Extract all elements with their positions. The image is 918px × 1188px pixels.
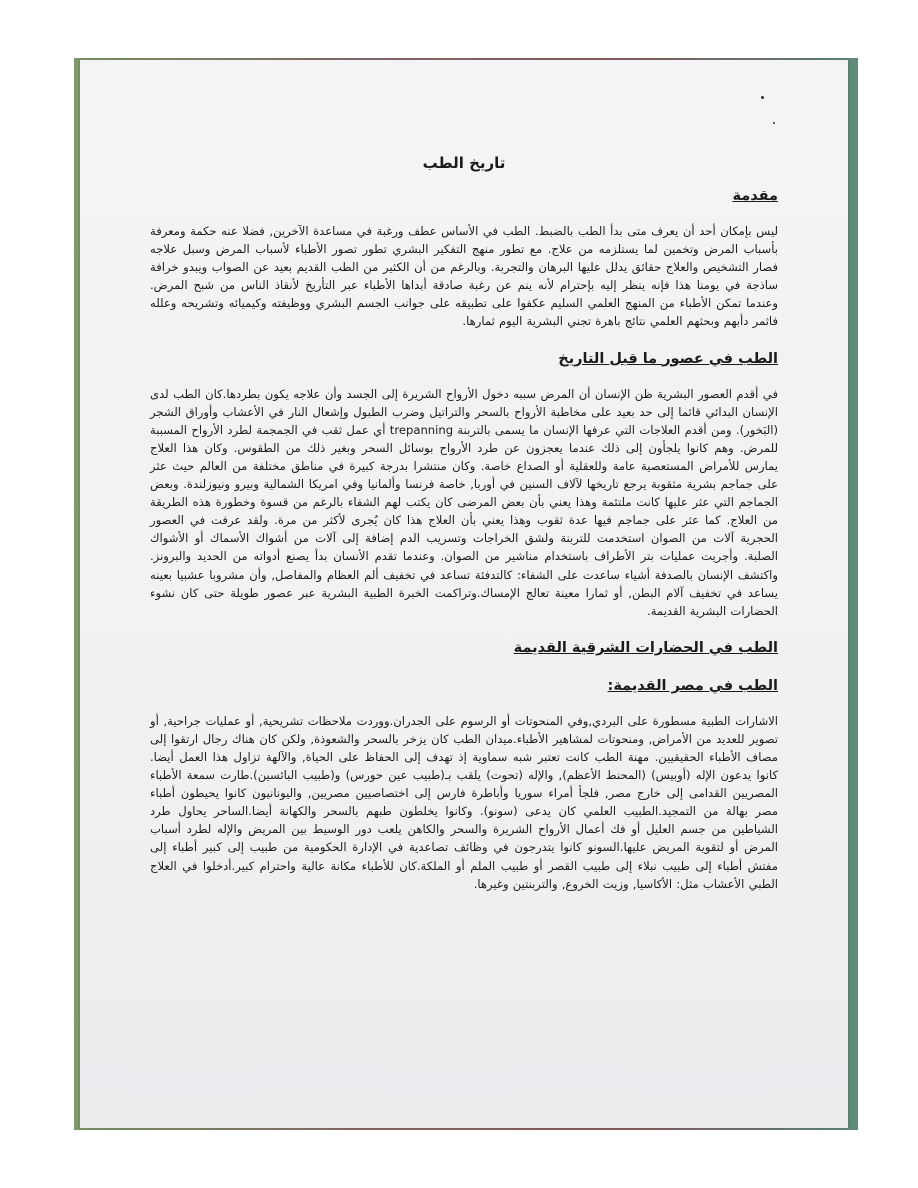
document-title: تاريخ الطب [422, 154, 506, 172]
ink-speck [773, 122, 775, 124]
section-heading-eastern-civilizations: الطب في الحضارات الشرقية القديمة [513, 639, 778, 656]
document-page [80, 60, 848, 1128]
section-paragraph-prehistory: في أقدم العصور البشرية ظن الإنسان أن المرض سببه دخول الأرواح الشريرة إلى الجسد وأن علاجه يكون بطردها.كان الطب لدى الإنسان البدائي قائما إلى حد بعيد على مخاطبة الأرواح بالسحر والتراتيل وضرب الطبول وإشعال النار في الأعشاب وأوراق الشجر (البَخور). ومن أقدم العلاجات التي عرفها الإنسان ما يسمى بالتربنة trepanning أي عمل ثقب في الجمجمة لطرد الأرواح المسببة للمرض. وهم كانوا يلجأون إلى ذلك عندما يعجزون عن طرد الأرواح بوسائل السحر وبغير ذلك من الطقوس. وكان هذا العلاج يمارس للأمراض المستعصية عامة وللعقلية أو الصداع خاصة. وكان منتشرا بدرجة كبيرة في مناطق مختلفة من العالم حيث عثر على جماجم بشرية مثقوبة يرجع تاريخها لآلاف السنين في أوربا, خاصة فرنسا وألمانيا وفي امريكا الشمالية وبيرو ونيوزلندة. وبعض الجماجم التي عثر عليها كانت ملتئمة وهذا يعني بأن بعض المرضى كان يكتب لهم الشفاء بالرغم من قسوة وخطورة هذه الطريقة من العلاج. كما عثر على جماجم فيها عدة ثقوب وهذا يعني بأن العلاج هذا كان يُجرى لأكثر من مرة. ولقد عرفت في العصور الحجرية آلات من الصوان استخدمت للتربنة ولشق الخراجات وتسريب الدم إضافة إلى آلات من أشواك الأسماك أو الأشواك الصلبة. وأجريت عمليات بتر الأطراف باستخدام مناشير من الصوان. وعندما تقدم الأنسان بدأ يصنع أدواته من الحديد والبرونز. واكتشف الإنسان بالصدفة أشياء ساعدت على الشفاء: كالتدفئة تساعد في تخفيف ألم العظام والمفاصل, وأن مشروبا عشبيا بعينه يساعد في تخفيف آلام البطن, أو ثمارا معينة تعالج الإمساك.وتراكمت الخبرة الطبية البشرية عبر عصور طويلة حتى كان نشوء الحضارات البشرية القديمة. [150, 386, 778, 618]
section-paragraph-introduction: ليس بإمكان أحد أن يعرف متى بدأ الطب بالضبط. الطب في الأساس عطف ورغبة في مساعدة الآخرين, فضلا عنه حكمة ومعرفة بأسباب المرض وتخمين لما يستلزمه من علاج. مع تطور منهج التفكير البشري تطور تصور الأطباء لأسباب المرض وسبل علاجه فصار التشخيص والعلاج حقائق يدلل عليها البرهان والتجربة. وبالرغم من أن الكثير من الطب القديم بعيد عن الصواب ويبدو خرافة ساذجة في يومنا هذا فإنه ينظر إليه بإحترام لأنه ينم عن رغبة صادقة أبداها الأطباء عبر التأريخ لأنقاذ الناس من شبح المرض. وعندما تمكن الأطباء من المنهج العلمي السليم عكفوا على تطبيقه على جوانب الجسم البشري ووظيفته وكيميائه وتشريحه وعلله فاثمر دأبهم وبحثهم العلمي نتائج باهرة تجني البشرية اليوم ثمارها. [150, 224, 778, 329]
section-heading-introduction: مقدمة [732, 188, 778, 204]
ink-speck [761, 96, 764, 99]
section-paragraph-ancient-egypt: الاشارات الطبية مسطورة على البردي,وفي المنحوتات أو الرسوم على الجدران.ووردت ملاحظات تشريحية, أو عمليات جراحية, أو تصوير للعديد من الأمراض, ومنحوتات لمشاهير الأطباء.ميدان الطب كان يزخر بالسحر والشعوذة, ولكن كان هناك رجال ارتقوا إلى مصاف الأطباء الحقيقيين. مهنة الطب كانت تعتبر شبه سماوية إذ تهدف إلى الحفاظ على الحياة, والآلهة تزاول هذا العمل أيضا. كانوا يدعون الإله (أوبيس) (المحنط الأعظم), والإله (تحوت) يلقب بـ(طبيب عين حورس) و(طبيب البائسين).طارت سمعة الأطباء المصريين القدامى إلى خارج مصر, فلجأ أمراء سوريا وأباطرة فارس إلى اختصاصيين مصريين, واليونانيون كانوا يحيطون أطباء مصر بهالة من التمجيد.الطبيب العلمي كان يدعى (سونو). وكانوا يخلطون طبهم بالسحر والكهانة أيضا.الساحر يحاول طرد الشياطين من جسم العليل أو فك أعمال الأرواح الشريرة والسحر والكاهن يلعب دور الوسيط بين المريض والإله لطرد أسباب المرض أو لتقوية المريض عليها.السونو كانوا يتدرجون في وظائف تصاعدية في الإدارة الحكومية من طبيب إلى كبير أطباء إلى مفتش أطباء إلى طبيب نبلاء إلى طبيب القصر أو طبيب الملم أو الملكة.كان للأطباء مكانة عالية واحترام كبير.أدخلوا في العلاج الطبي الأعشاب مثل: الأكاسيا, وزيت الخروع, والتربنتين وغيرها. [150, 713, 778, 891]
section-heading-ancient-egypt: الطب في مصر القديمة: [607, 677, 778, 694]
section-heading-prehistory: الطب في عصور ما قبل التاريخ [558, 350, 778, 367]
